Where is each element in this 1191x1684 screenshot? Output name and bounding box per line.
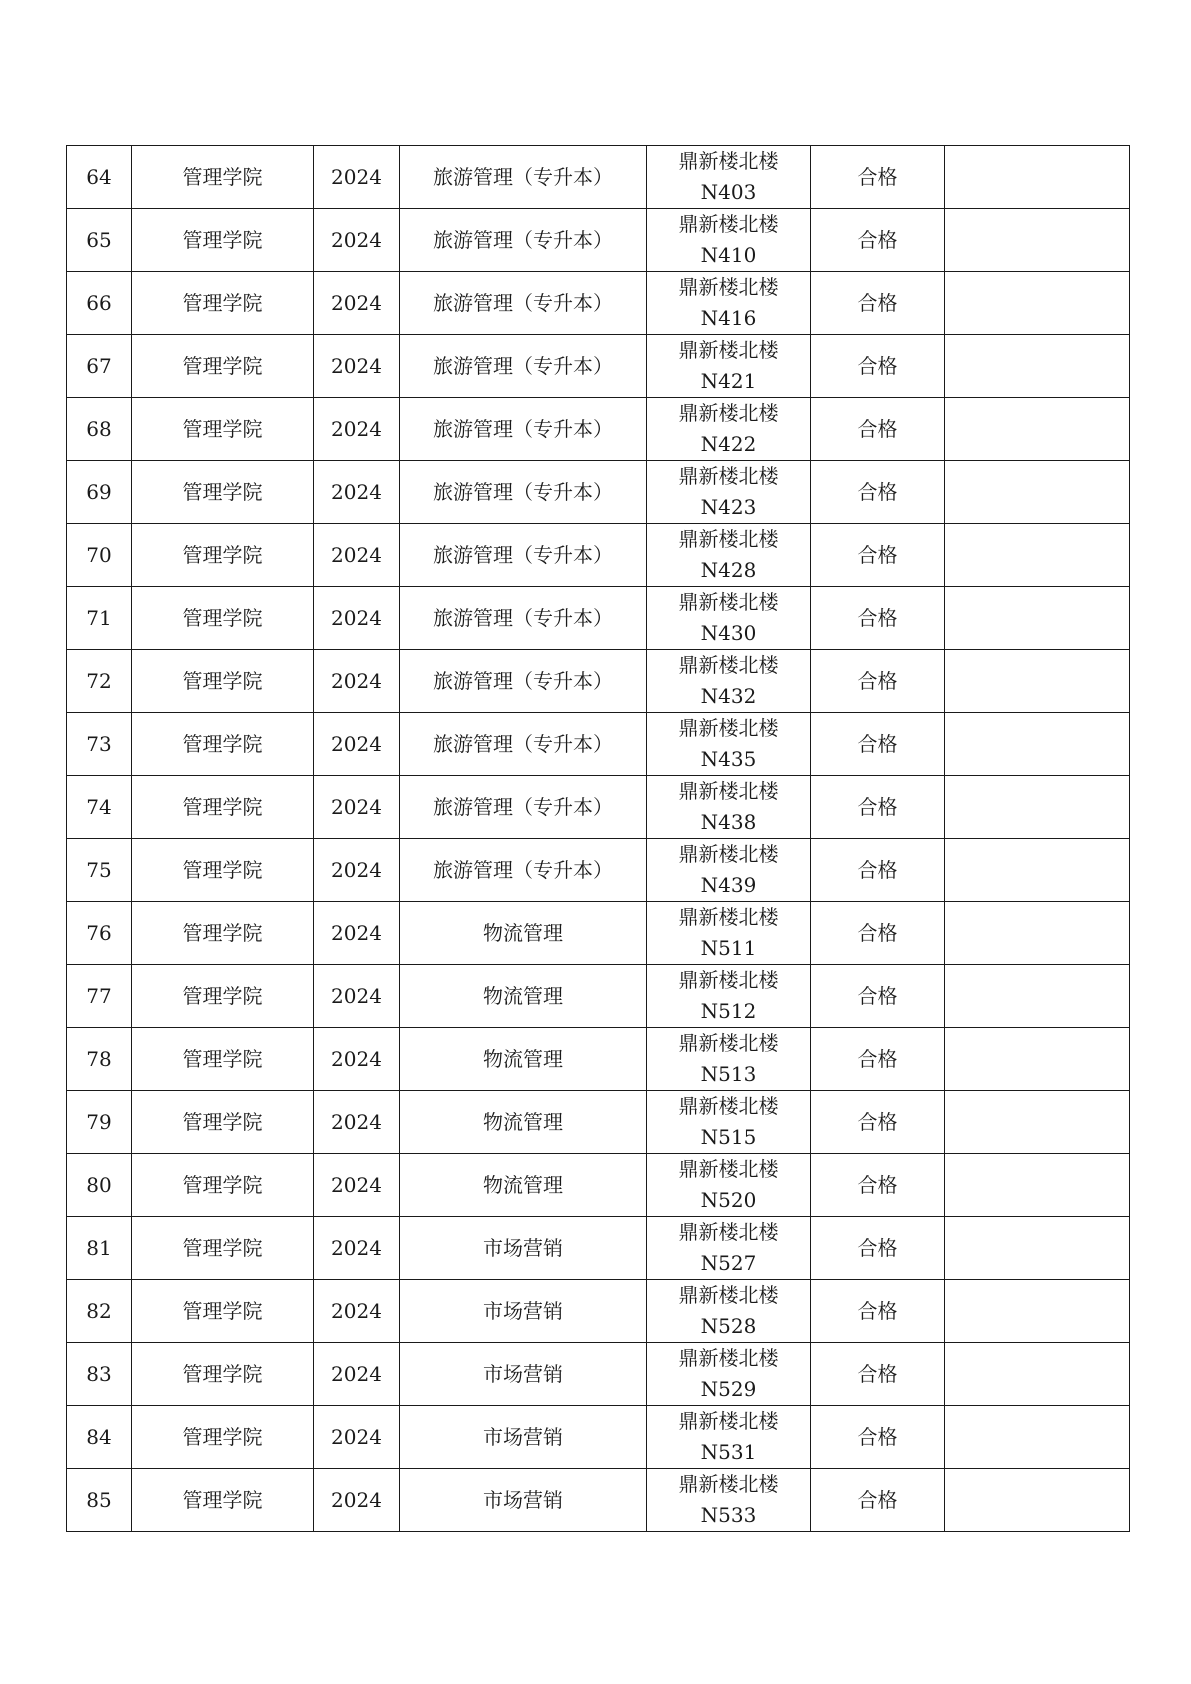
room-number-text: N511 [700, 936, 757, 960]
college-cell: 管理学院 [132, 524, 314, 587]
room-building-text: 鼎新楼北楼 [678, 1220, 779, 1244]
room-number-text: N438 [700, 810, 757, 834]
college-cell: 管理学院 [132, 650, 314, 713]
result-cell: 合格 [811, 335, 945, 398]
room-cell [647, 146, 811, 209]
room-cell [647, 965, 811, 1028]
room-number-text: N528 [700, 1314, 757, 1338]
room-cell [647, 713, 811, 776]
year-cell: 2024 [314, 1154, 400, 1217]
college-cell: 管理学院 [132, 1343, 314, 1406]
college-cell: 管理学院 [132, 1217, 314, 1280]
result-cell: 合格 [811, 1091, 945, 1154]
year-cell: 2024 [314, 524, 400, 587]
row-number-cell: 76 [67, 902, 132, 965]
room-number-text: N439 [700, 873, 757, 897]
note-cell [945, 209, 1130, 272]
college-cell: 管理学院 [132, 335, 314, 398]
table-row [67, 587, 1130, 650]
room-number-text: N430 [700, 621, 757, 645]
row-number-cell: 65 [67, 209, 132, 272]
room-cell [647, 335, 811, 398]
row-number-cell: 74 [67, 776, 132, 839]
row-number-cell: 67 [67, 335, 132, 398]
note-cell [945, 587, 1130, 650]
major-cell: 市场营销 [400, 1406, 647, 1469]
note-cell [945, 1091, 1130, 1154]
table-row [67, 1091, 1130, 1154]
room-number-text: N520 [700, 1188, 757, 1212]
note-cell [945, 1154, 1130, 1217]
room-building-text: 鼎新楼北楼 [678, 401, 779, 425]
room-number-text: N410 [700, 243, 757, 267]
row-number-cell: 81 [67, 1217, 132, 1280]
room-number-text: N432 [700, 684, 757, 708]
row-number-cell: 84 [67, 1406, 132, 1469]
room-cell [647, 272, 811, 335]
room-number-text: N428 [700, 558, 757, 582]
major-cell: 旅游管理（专升本） [400, 272, 647, 335]
note-cell [945, 1028, 1130, 1091]
room-building-text: 鼎新楼北楼 [678, 716, 779, 740]
result-cell: 合格 [811, 209, 945, 272]
row-number-cell: 71 [67, 587, 132, 650]
year-cell: 2024 [314, 902, 400, 965]
note-cell [945, 902, 1130, 965]
room-building-text: 鼎新楼北楼 [678, 1157, 779, 1181]
note-cell [945, 461, 1130, 524]
year-cell: 2024 [314, 650, 400, 713]
note-cell [945, 1217, 1130, 1280]
note-cell [945, 398, 1130, 461]
year-cell: 2024 [314, 1217, 400, 1280]
table-body [67, 146, 1130, 1532]
result-cell: 合格 [811, 398, 945, 461]
year-cell: 2024 [314, 209, 400, 272]
college-cell: 管理学院 [132, 776, 314, 839]
note-cell [945, 335, 1130, 398]
result-cell: 合格 [811, 587, 945, 650]
room-cell [647, 1028, 811, 1091]
year-cell: 2024 [314, 146, 400, 209]
room-building-text: 鼎新楼北楼 [678, 338, 779, 362]
college-cell: 管理学院 [132, 587, 314, 650]
room-building-text: 鼎新楼北楼 [678, 1409, 779, 1433]
room-cell [647, 1406, 811, 1469]
row-number-cell: 82 [67, 1280, 132, 1343]
year-cell: 2024 [314, 1469, 400, 1532]
table-row [67, 272, 1130, 335]
row-number-cell: 66 [67, 272, 132, 335]
major-cell: 物流管理 [400, 1091, 647, 1154]
row-number-cell: 78 [67, 1028, 132, 1091]
room-cell [647, 1343, 811, 1406]
row-number-cell: 69 [67, 461, 132, 524]
row-number-cell: 75 [67, 839, 132, 902]
table-row [67, 398, 1130, 461]
room-cell [647, 209, 811, 272]
room-building-text: 鼎新楼北楼 [678, 1031, 779, 1055]
room-number-text: N416 [700, 306, 757, 330]
room-building-text: 鼎新楼北楼 [678, 968, 779, 992]
major-cell: 旅游管理（专升本） [400, 461, 647, 524]
year-cell: 2024 [314, 713, 400, 776]
college-cell: 管理学院 [132, 209, 314, 272]
year-cell: 2024 [314, 461, 400, 524]
table-row [67, 1469, 1130, 1532]
year-cell: 2024 [314, 1406, 400, 1469]
note-cell [945, 713, 1130, 776]
room-cell [647, 902, 811, 965]
table-row [67, 461, 1130, 524]
result-cell: 合格 [811, 965, 945, 1028]
room-building-text: 鼎新楼北楼 [678, 1472, 779, 1496]
college-cell: 管理学院 [132, 839, 314, 902]
college-cell: 管理学院 [132, 1028, 314, 1091]
college-cell: 管理学院 [132, 965, 314, 1028]
room-cell [647, 1154, 811, 1217]
room-number-text: N527 [700, 1251, 757, 1275]
major-cell: 旅游管理（专升本） [400, 209, 647, 272]
row-number-cell: 77 [67, 965, 132, 1028]
row-number-cell: 85 [67, 1469, 132, 1532]
room-number-text: N435 [700, 747, 757, 771]
room-building-text: 鼎新楼北楼 [678, 842, 779, 866]
year-cell: 2024 [314, 398, 400, 461]
year-cell: 2024 [314, 335, 400, 398]
result-cell: 合格 [811, 1469, 945, 1532]
table-row [67, 335, 1130, 398]
room-cell [647, 587, 811, 650]
room-cell [647, 650, 811, 713]
college-cell: 管理学院 [132, 272, 314, 335]
note-cell [945, 1406, 1130, 1469]
room-number-text: N423 [700, 495, 757, 519]
row-number-cell: 72 [67, 650, 132, 713]
room-cell [647, 1280, 811, 1343]
room-number-text: N512 [700, 999, 757, 1023]
room-cell [647, 1217, 811, 1280]
college-cell: 管理学院 [132, 1469, 314, 1532]
table-row [67, 524, 1130, 587]
major-cell: 旅游管理（专升本） [400, 587, 647, 650]
result-cell: 合格 [811, 1154, 945, 1217]
major-cell: 旅游管理（专升本） [400, 398, 647, 461]
note-cell [945, 650, 1130, 713]
table-row [67, 1280, 1130, 1343]
room-number-text: N403 [700, 180, 757, 204]
room-building-text: 鼎新楼北楼 [678, 653, 779, 677]
college-cell: 管理学院 [132, 902, 314, 965]
major-cell: 市场营销 [400, 1469, 647, 1532]
table-row [67, 1217, 1130, 1280]
year-cell: 2024 [314, 776, 400, 839]
result-cell: 合格 [811, 1406, 945, 1469]
note-cell [945, 965, 1130, 1028]
note-cell [945, 776, 1130, 839]
result-cell: 合格 [811, 1343, 945, 1406]
room-building-text: 鼎新楼北楼 [678, 527, 779, 551]
row-number-cell: 80 [67, 1154, 132, 1217]
table-row [67, 209, 1130, 272]
note-cell [945, 146, 1130, 209]
major-cell: 旅游管理（专升本） [400, 776, 647, 839]
major-cell: 物流管理 [400, 902, 647, 965]
row-number-cell: 83 [67, 1343, 132, 1406]
result-cell: 合格 [811, 839, 945, 902]
result-cell: 合格 [811, 650, 945, 713]
room-cell [647, 524, 811, 587]
major-cell: 物流管理 [400, 1028, 647, 1091]
college-cell: 管理学院 [132, 1406, 314, 1469]
year-cell: 2024 [314, 1028, 400, 1091]
result-cell: 合格 [811, 524, 945, 587]
row-number-cell: 70 [67, 524, 132, 587]
table-row [67, 650, 1130, 713]
room-building-text: 鼎新楼北楼 [678, 905, 779, 929]
result-cell: 合格 [811, 1217, 945, 1280]
major-cell: 市场营销 [400, 1217, 647, 1280]
year-cell: 2024 [314, 839, 400, 902]
table-row [67, 146, 1130, 209]
row-number-cell: 68 [67, 398, 132, 461]
room-cell [647, 398, 811, 461]
room-building-text: 鼎新楼北楼 [678, 149, 779, 173]
year-cell: 2024 [314, 1280, 400, 1343]
room-cell [647, 839, 811, 902]
year-cell: 2024 [314, 272, 400, 335]
room-cell [647, 1469, 811, 1532]
table-row [67, 902, 1130, 965]
note-cell [945, 272, 1130, 335]
room-building-text: 鼎新楼北楼 [678, 779, 779, 803]
table-row [67, 713, 1130, 776]
room-cell [647, 776, 811, 839]
room-building-text: 鼎新楼北楼 [678, 1094, 779, 1118]
room-building-text: 鼎新楼北楼 [678, 212, 779, 236]
room-number-text: N421 [700, 369, 757, 393]
room-cell [647, 461, 811, 524]
college-cell: 管理学院 [132, 146, 314, 209]
room-building-text: 鼎新楼北楼 [678, 464, 779, 488]
note-cell [945, 524, 1130, 587]
note-cell [945, 1343, 1130, 1406]
major-cell: 市场营销 [400, 1343, 647, 1406]
table-row [67, 839, 1130, 902]
college-cell: 管理学院 [132, 1154, 314, 1217]
note-cell [945, 1469, 1130, 1532]
table-row [67, 776, 1130, 839]
result-cell: 合格 [811, 146, 945, 209]
result-cell: 合格 [811, 1280, 945, 1343]
major-cell: 旅游管理（专升本） [400, 839, 647, 902]
table-row [67, 1154, 1130, 1217]
college-cell: 管理学院 [132, 461, 314, 524]
room-building-text: 鼎新楼北楼 [678, 275, 779, 299]
major-cell: 物流管理 [400, 965, 647, 1028]
major-cell: 旅游管理（专升本） [400, 650, 647, 713]
major-cell: 旅游管理（专升本） [400, 146, 647, 209]
dormitory-inspection-table [66, 145, 1130, 1532]
row-number-cell: 79 [67, 1091, 132, 1154]
room-number-text: N529 [700, 1377, 757, 1401]
note-cell [945, 1280, 1130, 1343]
room-number-text: N531 [700, 1440, 757, 1464]
major-cell: 旅游管理（专升本） [400, 713, 647, 776]
note-cell [945, 839, 1130, 902]
result-cell: 合格 [811, 902, 945, 965]
college-cell: 管理学院 [132, 398, 314, 461]
room-cell [647, 1091, 811, 1154]
room-building-text: 鼎新楼北楼 [678, 1346, 779, 1370]
college-cell: 管理学院 [132, 1280, 314, 1343]
year-cell: 2024 [314, 1343, 400, 1406]
room-number-text: N422 [700, 432, 757, 456]
row-number-cell: 73 [67, 713, 132, 776]
result-cell: 合格 [811, 272, 945, 335]
college-cell: 管理学院 [132, 1091, 314, 1154]
table-row [67, 1028, 1130, 1091]
table-row [67, 1406, 1130, 1469]
result-cell: 合格 [811, 461, 945, 524]
result-cell: 合格 [811, 1028, 945, 1091]
room-building-text: 鼎新楼北楼 [678, 590, 779, 614]
major-cell: 旅游管理（专升本） [400, 524, 647, 587]
year-cell: 2024 [314, 587, 400, 650]
college-cell: 管理学院 [132, 713, 314, 776]
year-cell: 2024 [314, 1091, 400, 1154]
room-number-text: N515 [700, 1125, 757, 1149]
row-number-cell: 64 [67, 146, 132, 209]
year-cell: 2024 [314, 965, 400, 1028]
room-number-text: N513 [700, 1062, 757, 1086]
table-row [67, 1343, 1130, 1406]
major-cell: 物流管理 [400, 1154, 647, 1217]
room-number-text: N533 [700, 1503, 757, 1527]
result-cell: 合格 [811, 776, 945, 839]
result-cell: 合格 [811, 713, 945, 776]
room-building-text: 鼎新楼北楼 [678, 1283, 779, 1307]
major-cell: 旅游管理（专升本） [400, 335, 647, 398]
major-cell: 市场营销 [400, 1280, 647, 1343]
table-row [67, 965, 1130, 1028]
